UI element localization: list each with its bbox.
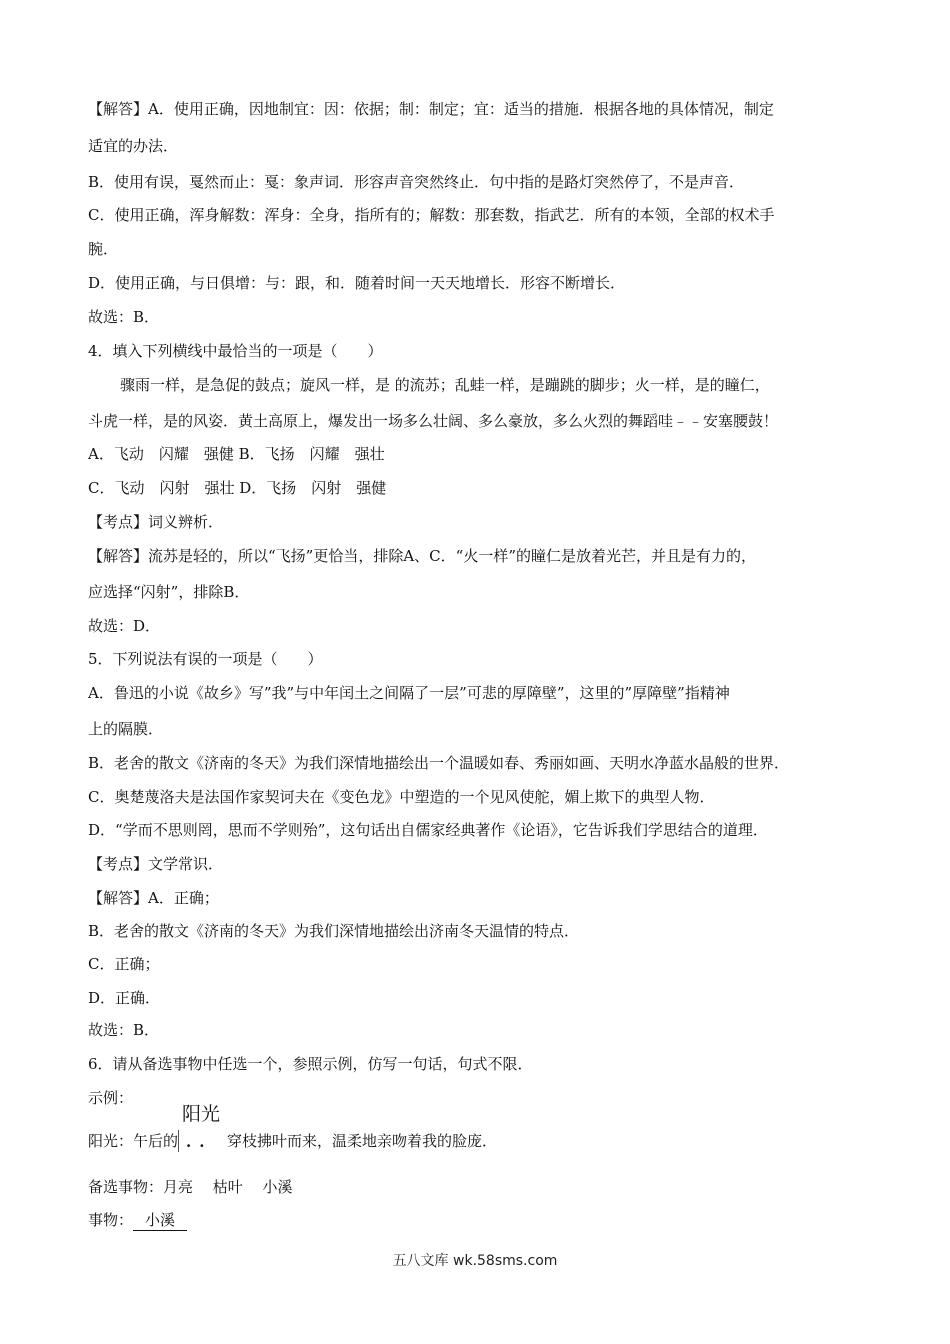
answer-line-d: D．使用正确，与日俱增：与：跟，和．随着时间一天天地增长．形容不断增长． xyxy=(88,274,626,292)
question-5-title: 5．下列说法有误的一项是（ ） xyxy=(88,650,323,668)
options-line: 备选事物：月亮 枯叶 小溪 xyxy=(88,1178,293,1196)
question-5-option-d: D．“学而不思则罔，思而不学则殆”，这句话出自儒家经典著作《论语》，它告诉我们学思结合的道理． xyxy=(88,821,768,839)
question-5-keypoint: 【考点】文学常识． xyxy=(88,855,224,873)
annotated-word-box xyxy=(178,1103,225,1152)
question-5-answer-d: D．正确． xyxy=(88,989,161,1007)
question-5-answer-a: 【解答】A．正确； xyxy=(88,889,219,907)
answer-line-a-cont: 适宜的办法． xyxy=(88,137,179,155)
question-4-conclusion: 故选：D． xyxy=(88,617,161,635)
emphasis-dots: .. xyxy=(186,1133,213,1151)
answer-line-b: B．使用有误，戛然而止：戛：象声词．形容声音突然终止．句中指的是路灯突然停了，不是声音． xyxy=(88,173,745,191)
question-4-options-cd: C．飞动 闪射 强壮 D．飞扬 闪射 强健 xyxy=(88,479,387,497)
answer-value: 小溪 xyxy=(133,1210,187,1231)
question-4-title: 4．填入下列横线中最恰当的一项是（ ） xyxy=(88,342,383,360)
answer-line-c-cont: 腕． xyxy=(88,240,119,258)
answer-line-a: 【解答】A．使用正确，因地制宜：因：依据；制：制定；宜：适当的措施．根据各地的具体情况，制定 xyxy=(88,100,774,118)
question-4-answer-cont: 应选择“闪射”，排除B． xyxy=(88,583,250,601)
question-5-option-c: C．奥楚蔑洛夫是法国作家契诃夫在《变色龙》中塑造的一个见风使舵，媚上欺下的典型人物． xyxy=(88,788,715,806)
answer-line-c: C．使用正确，浑身解数：浑身：全身，指所有的；解数：那套数，指武艺．所有的本领，全部的权术手 xyxy=(88,206,775,224)
question-5-answer-b: B．老舍的散文《济南的冬天》为我们深情地描绘出济南冬天温情的特点． xyxy=(88,922,580,940)
question-4-passage: 骤雨一样，是急促的鼓点；旋风一样，是 的流苏；乱蛙一样，是蹦跳的脚步；火一样，是的瞳仁， xyxy=(120,376,770,394)
example-suffix: 穿枝拂叶而来，温柔地亲吻着我的脸庞． xyxy=(227,1132,498,1150)
question-5-option-a: A．鲁迅的小说《故乡》写”我”与中年闰土之间隔了一层”可悲的厚障壁”，这里的”厚障壁”指精神 xyxy=(88,684,730,702)
question-4-passage-cont: 斗虎一样，是的风姿．黄土高原上，爆发出一场多么壮阔、多么豪放，多么火烈的舞蹈哇﹣﹣安塞腰鼓！ xyxy=(88,412,779,430)
answer-label: 事物： xyxy=(88,1211,134,1229)
example-sentence xyxy=(88,1103,868,1152)
question-4-options-ab: A．飞动 闪耀 强健 B．飞扬 闪耀 强壮 xyxy=(88,445,385,463)
question-5-option-b: B．老舍的散文《济南的冬天》为我们深情地描绘出一个温暖如春、秀丽如画、天明水净蓝水晶般的世界． xyxy=(88,754,790,772)
question-5-option-a-cont: 上的隔膜． xyxy=(88,720,164,738)
question-4-keypoint: 【考点】词义辨析． xyxy=(88,513,224,531)
answer-field-line xyxy=(88,1209,868,1231)
question-5-answer-c: C．正确； xyxy=(88,955,160,973)
question-6-title: 6．请从备选事物中任选一个，参照示例，仿写一句话，句式不限． xyxy=(88,1055,533,1073)
example-label: 示例： xyxy=(88,1089,134,1107)
conclusion-line: 故选：B． xyxy=(88,308,160,326)
example-prefix: 阳光：午后的 xyxy=(88,1132,179,1150)
annotated-overword: 阳光 xyxy=(182,1103,221,1125)
question-4-answer: 【解答】流苏是轻的，所以“飞扬”更恰当，排除A、C．“火一样”的瞳仁是放着光芒，并且是有力的， xyxy=(88,547,756,565)
question-5-conclusion: 故选：B． xyxy=(88,1021,160,1039)
page-footer: 五八文库 wk.58sms.com xyxy=(392,1253,558,1269)
